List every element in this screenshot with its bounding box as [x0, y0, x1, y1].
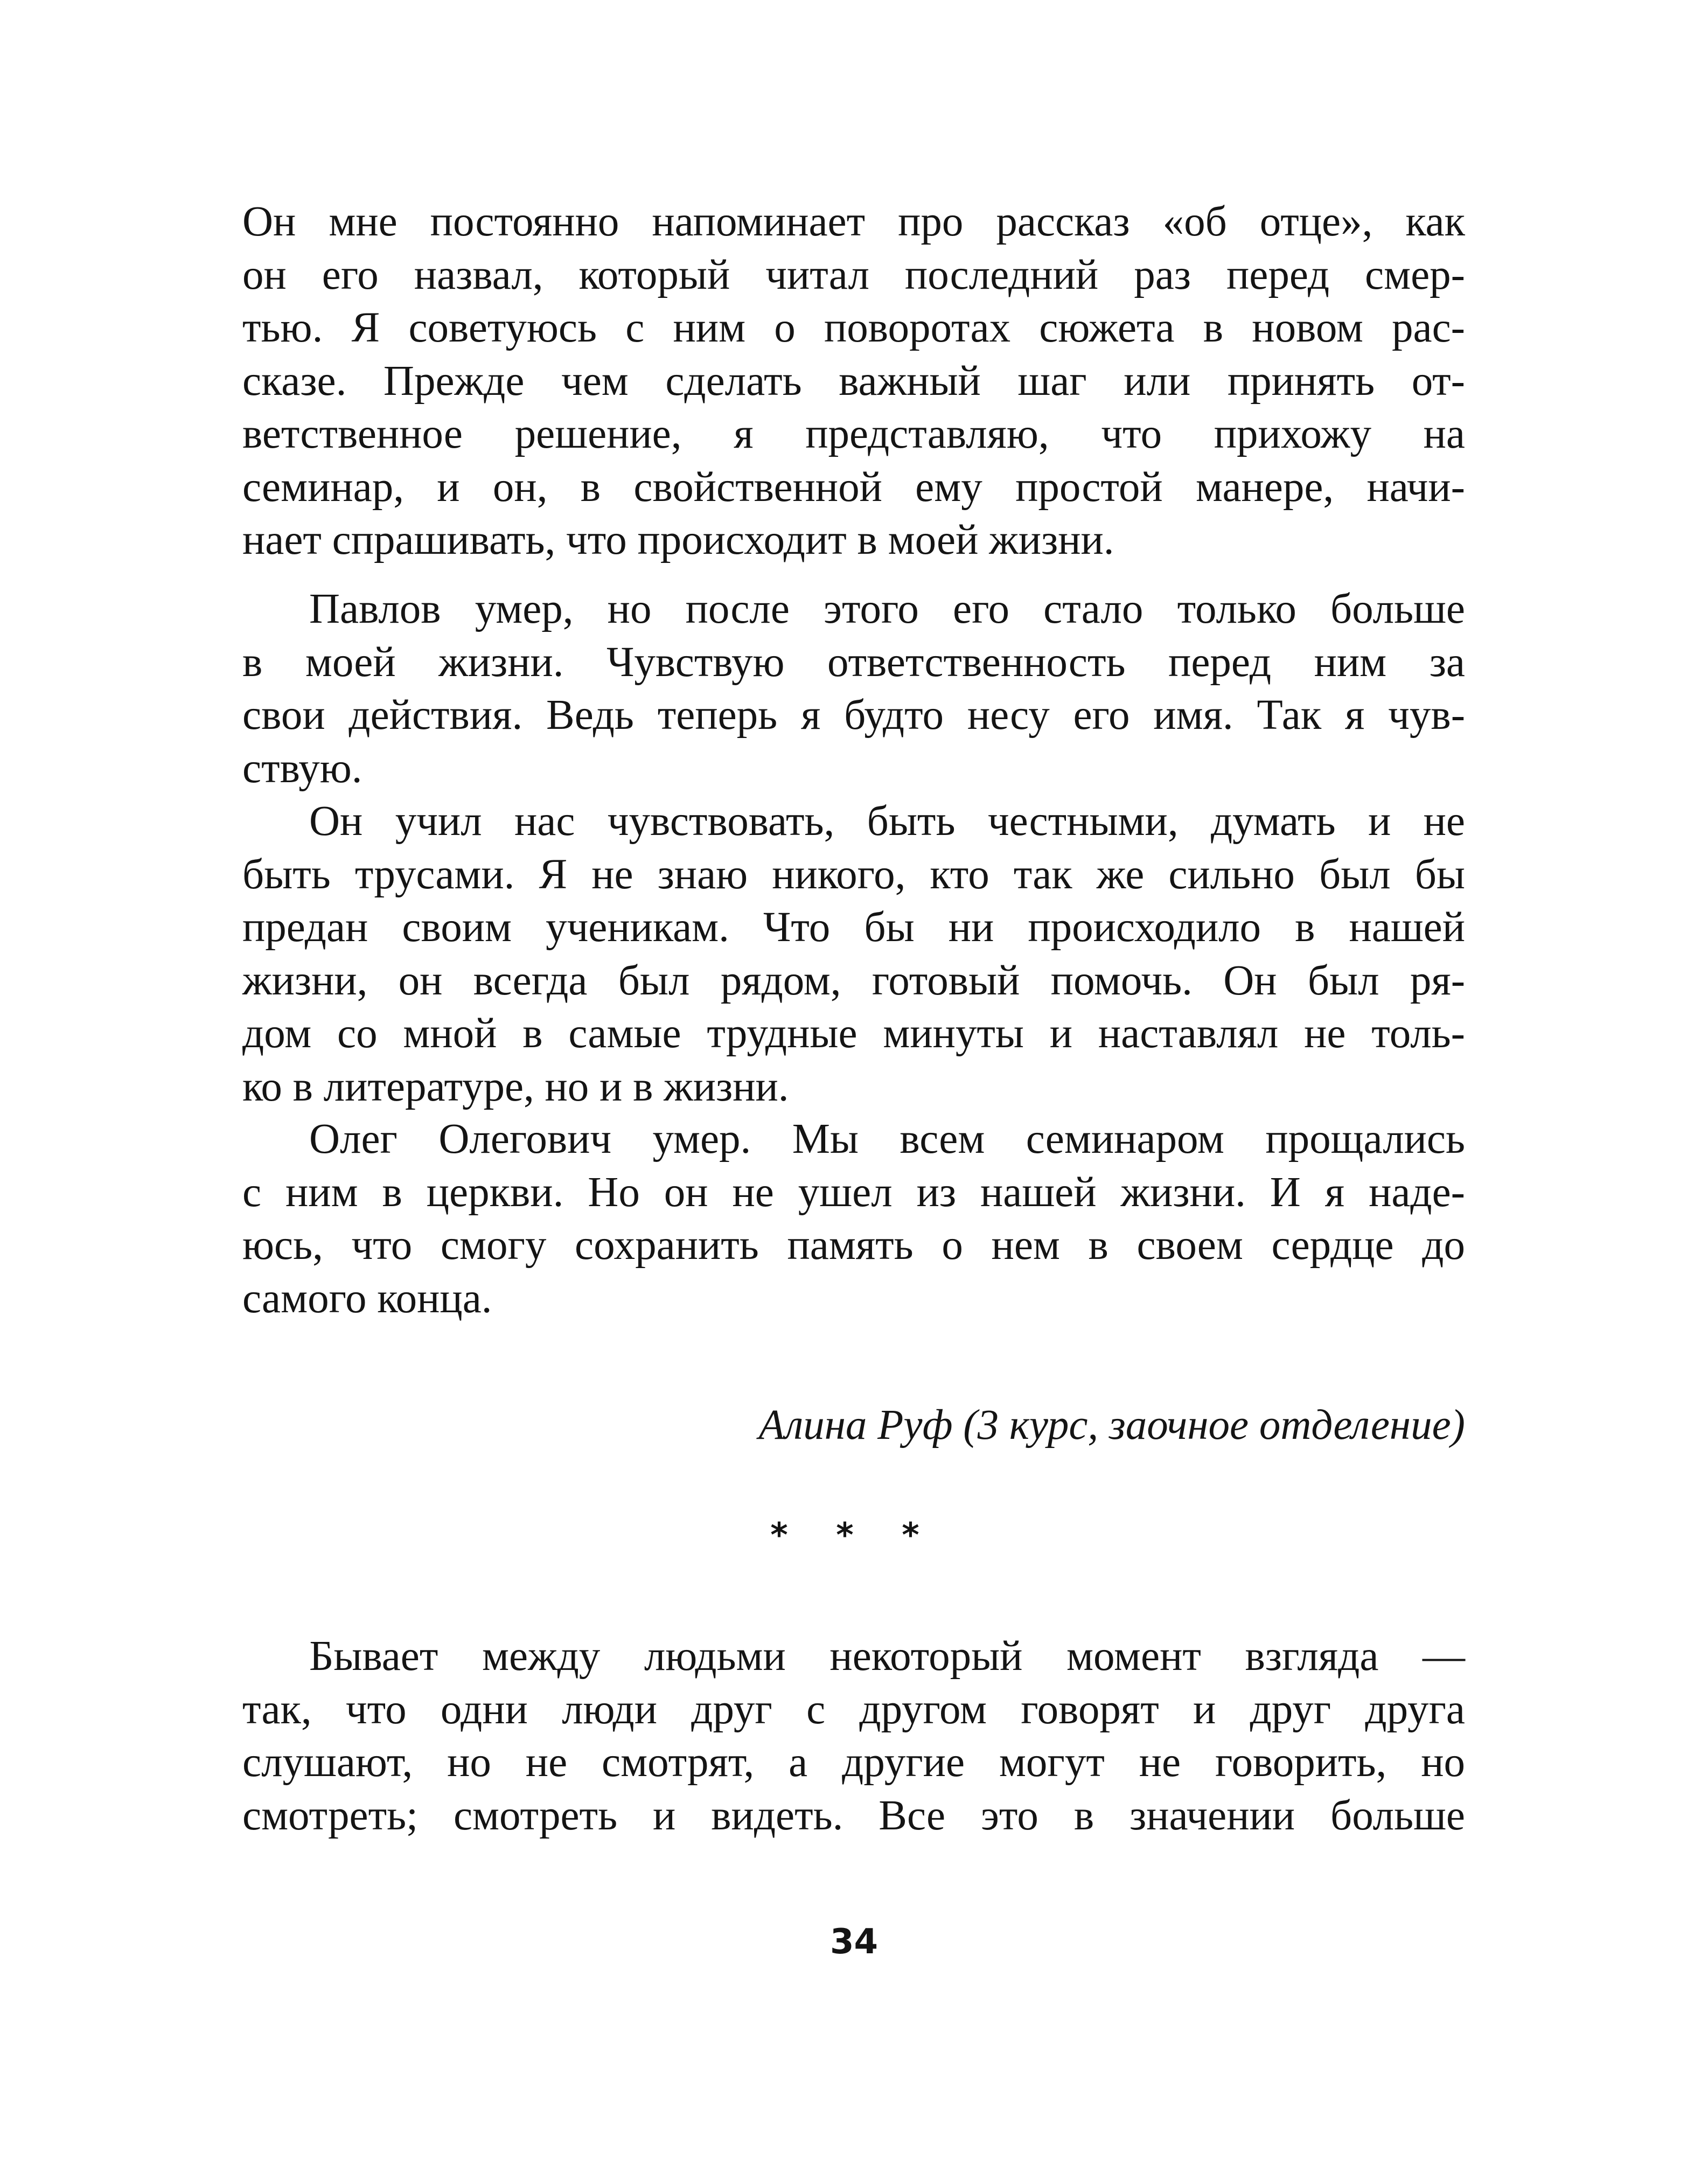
text-line: Бывает между людьми некоторый момент взгляда —	[309, 1633, 1465, 1680]
text-line: смотреть; смотреть и видеть. Все это в значении больше	[242, 1792, 1465, 1839]
text-line: слушают, но не смотрят, а другие могут не говорить, но	[242, 1739, 1465, 1786]
paragraph-2	[242, 583, 1465, 795]
paragraph-3	[242, 795, 1465, 1113]
paragraph-5	[242, 1630, 1465, 1842]
text-line: Он мне постоянно напоминает про рассказ «об отце», как	[242, 198, 1465, 245]
text-line: нает спрашивать, что происходит в моей жизни.	[242, 517, 1114, 563]
author-signature: Алина Руф (3 курс, заочное отделение)	[758, 1402, 1465, 1449]
text-line: ствую.	[242, 744, 362, 792]
text-line: Павлов умер, но после этого его стало только больше	[309, 586, 1465, 632]
text-line: ко в литературе, но и в жизни.	[242, 1063, 789, 1110]
text-line: семинар, и он, в свойственной ему простой манере, начи-	[242, 463, 1465, 511]
text-line: сказе. Прежде чем сделать важный шаг или принять от-	[242, 357, 1465, 405]
text-line: ветственное решение, я представляю, что прихожу на	[242, 410, 1465, 457]
paragraph-1	[242, 196, 1465, 567]
section-separator: * * *	[770, 1515, 938, 1555]
text-line: в моей жизни. Чувствую ответственность перед ним за	[242, 638, 1465, 686]
text-line: самого конца.	[242, 1275, 492, 1322]
text-line: он его назвал, который читал последний раз перед смер-	[242, 251, 1465, 298]
text-line: так, что одни люди друг с другом говорят и друг друга	[242, 1686, 1465, 1733]
text-line: дом со мной в самые трудные минуты и наставлял не толь-	[242, 1010, 1465, 1057]
text-line: юсь, что смогу сохранить память о нем в своем сердце до	[242, 1222, 1465, 1269]
text-line: с ним в церкви. Но он не ушел из нашей жизни. И я наде-	[242, 1168, 1465, 1216]
text-line: Он учил нас чувствовать, быть честными, думать и не	[309, 798, 1465, 845]
text-line: тью. Я советуюсь с ним о поворотах сюжета в новом рас-	[242, 304, 1465, 351]
text-line: свои действия. Ведь теперь я будто несу его имя. Так я чув-	[242, 692, 1465, 739]
text-line: жизни, он всегда был рядом, готовый помочь. Он был ря-	[242, 957, 1465, 1004]
page-number: 34	[829, 1922, 879, 1962]
paragraph-4	[242, 1113, 1465, 1325]
text-line: Олег Олегович умер. Мы всем семинаром прощались	[309, 1116, 1465, 1162]
text-line: быть трусами. Я не знаю никого, кто так же сильно был бы	[242, 851, 1465, 898]
text-line: предан своим ученикам. Что бы ни происходило в нашей	[242, 904, 1465, 951]
